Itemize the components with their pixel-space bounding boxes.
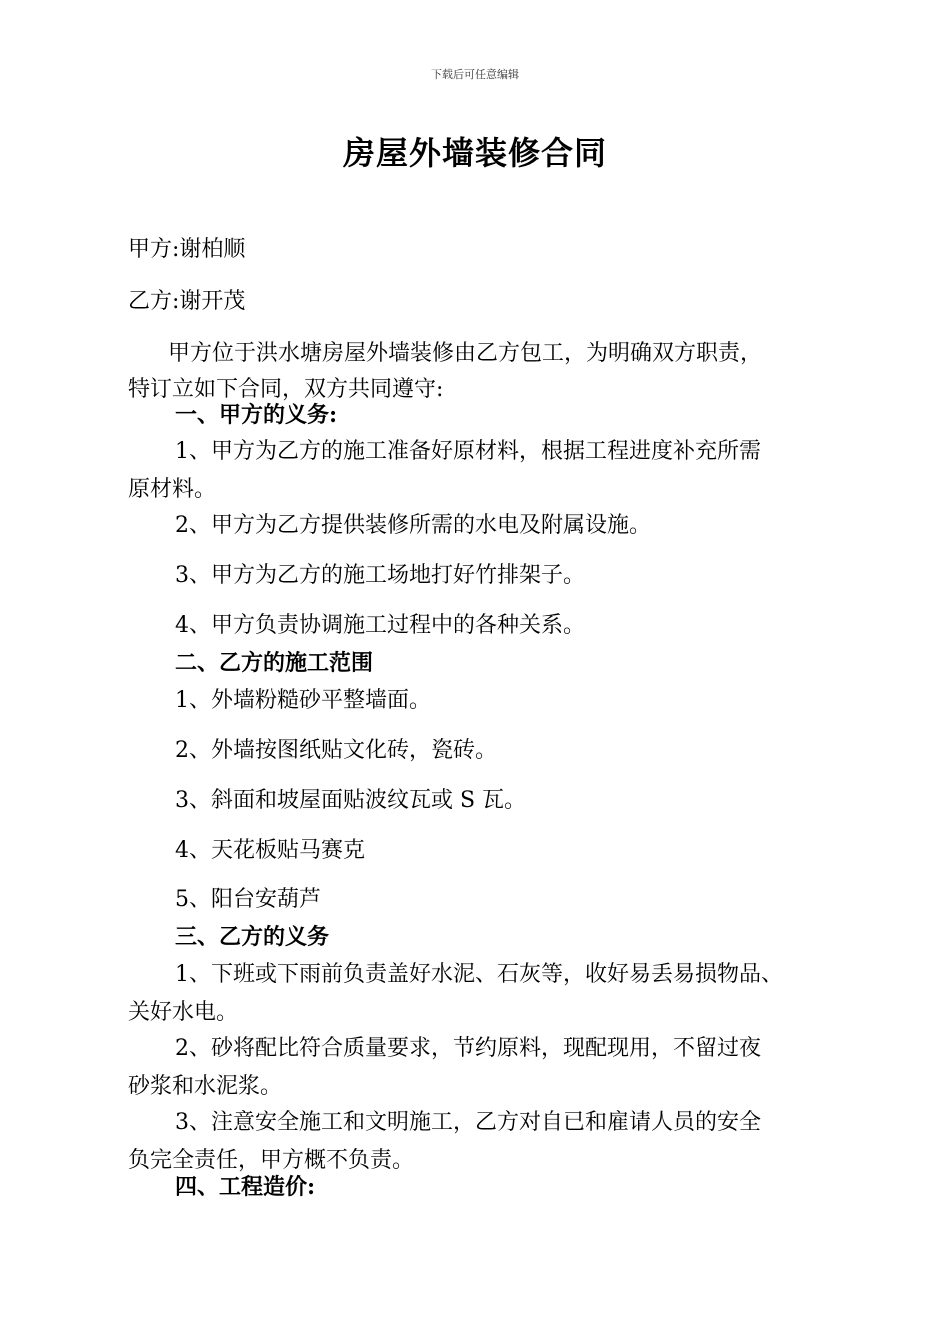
section-1-item-4: 4、甲方负责协调施工过程中的各种关系。: [175, 613, 585, 638]
section-2-item-1: 1、外墙粉糙砂平整墙面。: [175, 688, 431, 713]
section-2-item-4: 4、天花板贴马赛克: [175, 838, 365, 863]
section-3-item-1-line-1: 1、下班或下雨前负责盖好水泥、石灰等，收好易丢易损物品、: [175, 962, 783, 987]
document-title: 房屋外墙装修合同: [342, 134, 607, 172]
section-1-heading: 一、甲方的义务:: [175, 402, 338, 428]
section-3-item-1-line-2: 关好水电。: [128, 1000, 239, 1025]
section-1-item-2: 2、甲方为乙方提供装修所需的水电及附属设施。: [175, 513, 651, 538]
intro-line-2: 特订立如下合同，双方共同遵守:: [128, 377, 444, 402]
section-1-item-3: 3、甲方为乙方的施工场地打好竹排架子。: [175, 563, 585, 588]
section-3-item-3-line-2: 负完全责任，甲方概不负责。: [128, 1148, 415, 1173]
section-3-heading: 三、乙方的义务: [175, 924, 330, 950]
party-a: 甲方:谢柏顺: [128, 237, 246, 262]
section-3-item-2-line-1: 2、砂将配比符合质量要求，节约原料，现配现用，不留过夜: [175, 1036, 761, 1061]
section-1-item-1-line-2: 原材料。: [128, 477, 217, 502]
section-1-item-1-line-1: 1、甲方为乙方的施工准备好原材料，根据工程进度补充所需: [175, 439, 761, 464]
section-2-item-2: 2、外墙按图纸贴文化砖，瓷砖。: [175, 738, 497, 763]
section-4-heading: 四、工程造价:: [175, 1174, 316, 1200]
section-3-item-2-line-2: 砂浆和水泥浆。: [128, 1074, 283, 1099]
intro-line-1: 甲方位于洪水塘房屋外墙装修由乙方包工，为明确双方职责，: [168, 341, 763, 366]
party-b: 乙方:谢开茂: [128, 289, 246, 314]
section-2-item-5: 5、阳台安葫芦: [175, 887, 321, 912]
section-2-heading: 二、乙方的施工范围: [175, 650, 374, 676]
section-2-item-3: 3、斜面和坡屋面贴波纹瓦或 S 瓦。: [175, 788, 527, 813]
section-3-item-3-line-1: 3、注意安全施工和文明施工，乙方对自已和雇请人员的安全: [175, 1110, 761, 1135]
page-header: 下载后可任意编辑: [431, 68, 519, 81]
